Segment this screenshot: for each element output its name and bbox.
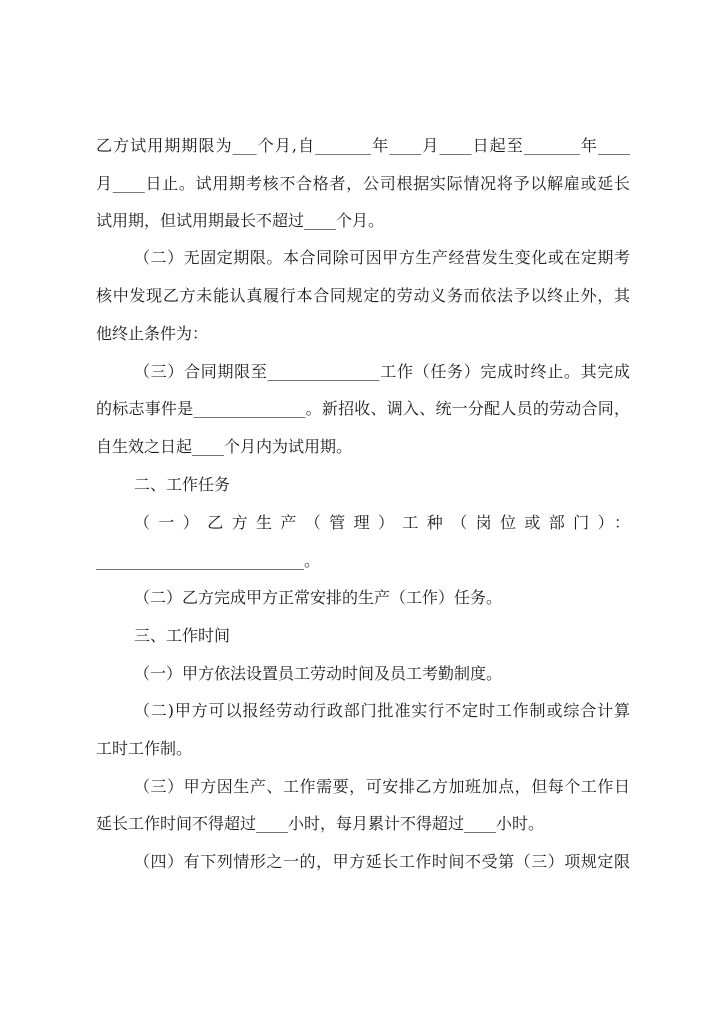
text-line: （四）有下列情形之一的，甲方延长工作时间不受第（三）项规定限 (134, 852, 630, 871)
text-line: （三）甲方因生产、工作需要，可安排乙方加班加点，但每个工作日 (134, 777, 630, 796)
text-line: 的标志事件是______________。新招收、调入、统一分配人员的劳动合同， (96, 399, 630, 418)
text-line: 他终止条件为： (96, 324, 209, 343)
text-line: （三）合同期限至______________工作（任务）完成时终止。其完成 (134, 362, 630, 381)
text-line: （一）甲方依法设置员工劳动时间及员工考勤制度。 (134, 664, 503, 683)
text-line: （二）无固定期限。本合同除可因甲方生产经营发生变化或在定期考 (134, 248, 630, 267)
text-line: 核中发现乙方未能认真履行本合同规定的劳动义务而依法予以终止外，其 (96, 286, 630, 305)
section-heading: 三、工作时间 (134, 626, 231, 645)
text-line: 延长工作时间不得超过____小时，每月累计不得超过____小时。 (96, 814, 545, 833)
text-line: __________________________。 (96, 551, 321, 570)
text-line: 试用期，但试用期最长不超过____个月。 (96, 211, 385, 230)
text-line: （二)甲方可以报经劳动行政部门批准实行不定时工作制或综合计算 (134, 701, 630, 720)
text-line: 月____日止。试用期考核不合格者，公司根据实际情况将予以解雇或延长 (96, 174, 630, 193)
section-heading: 二、工作任务 (134, 475, 231, 494)
text-line: 自生效之日起____个月内为试用期。 (96, 437, 353, 456)
text-line: （二）乙方完成甲方正常安排的生产（工作）任务。 (134, 588, 503, 607)
text-line: （一）乙方生产（管理）工种（岗位或部门）： (134, 513, 630, 532)
text-line: 工时工作制。 (96, 739, 193, 758)
text-line: 乙方试用期期限为___个月,自_______年____月____日起至_______年____ (96, 136, 630, 155)
